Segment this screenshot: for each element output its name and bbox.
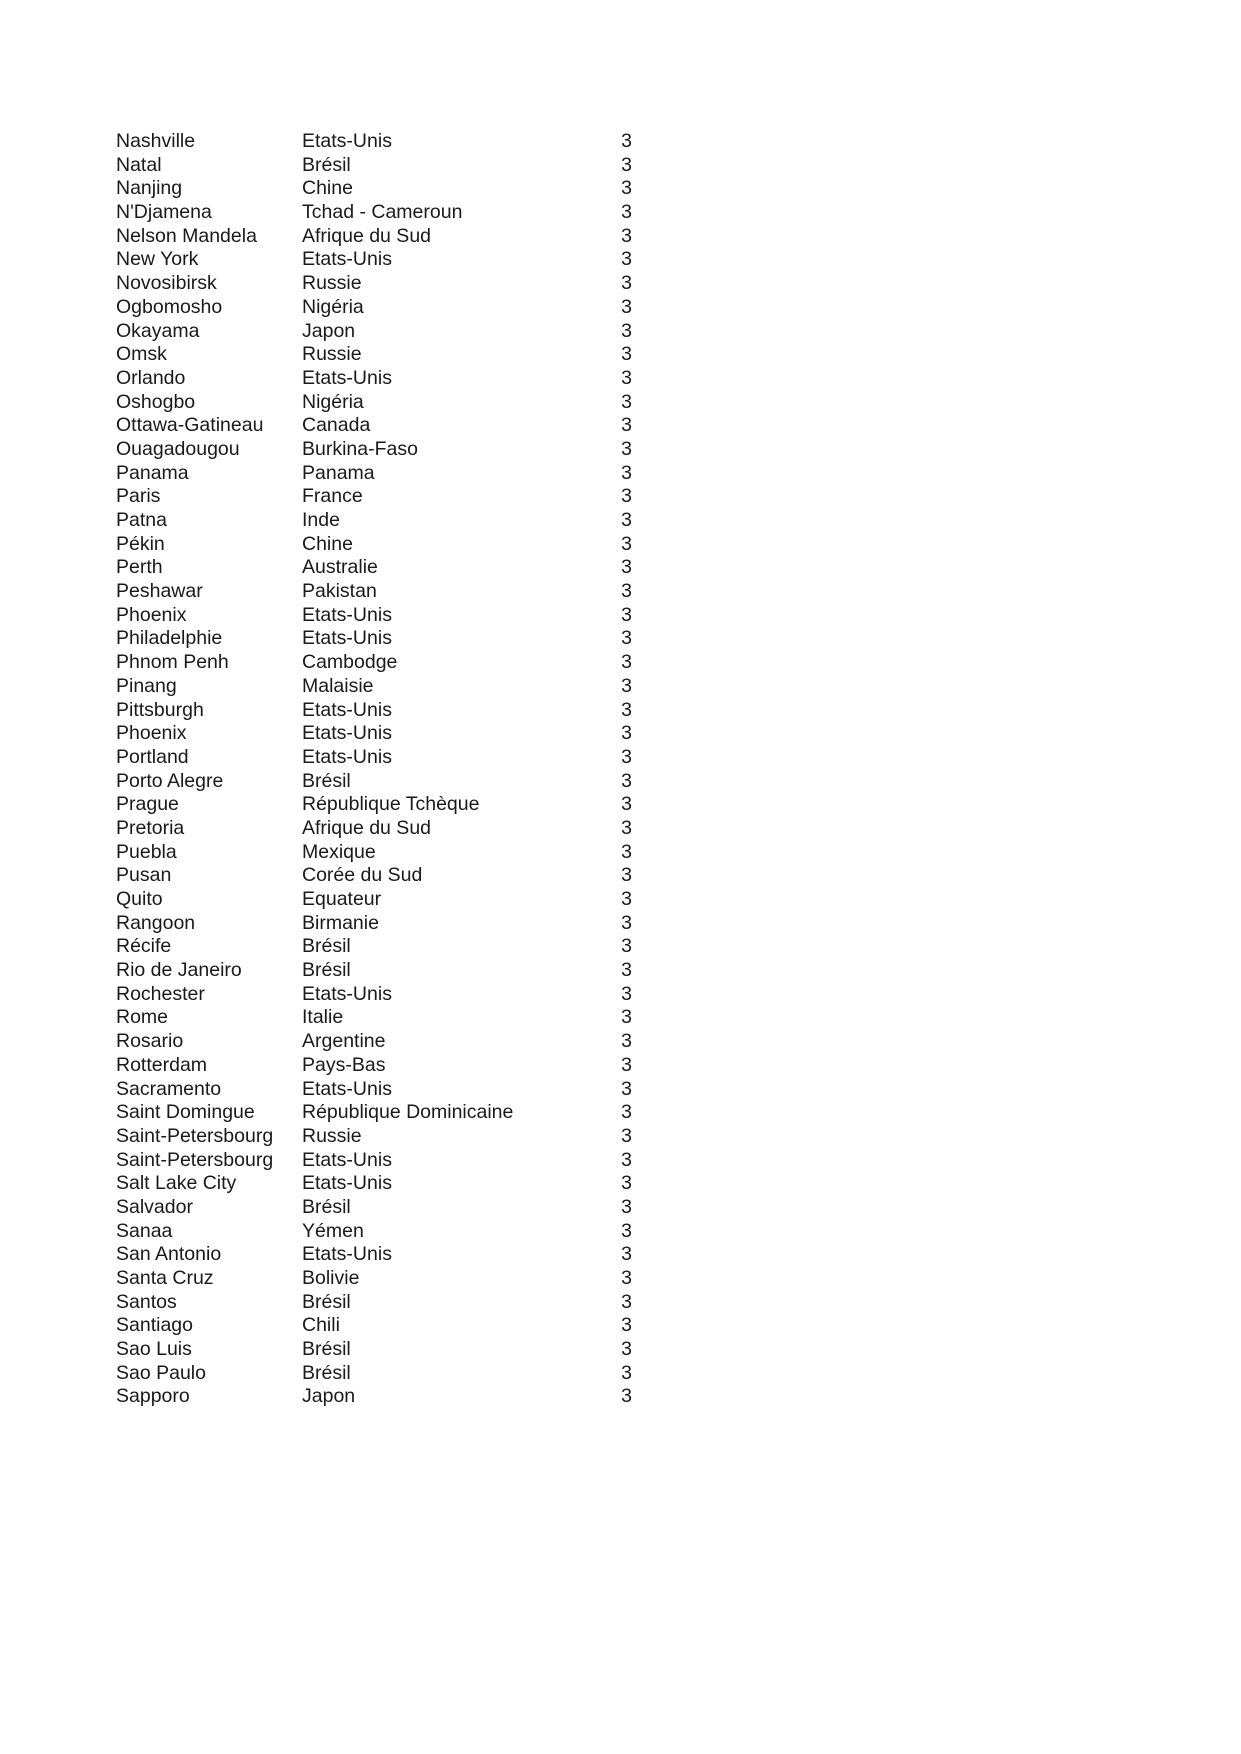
count-cell: 3 [621,982,632,1005]
country-cell: Brésil [302,1338,351,1361]
city-cell: Pékin [116,532,165,555]
country-cell: Russie [302,343,362,366]
count-cell: 3 [621,580,632,603]
city-cell: Orlando [116,366,186,389]
country-cell: Mexique [302,840,376,863]
city-cell: Perth [116,556,163,579]
count-cell: 3 [621,272,632,295]
country-cell: Burkina-Faso [302,437,418,460]
city-cell: Ouagadougou [116,437,240,460]
country-cell: Etats-Unis [302,745,392,768]
country-cell: Etats-Unis [302,698,392,721]
city-cell: Rome [116,1006,169,1029]
count-cell: 3 [621,177,632,200]
count-cell: 3 [621,414,632,437]
count-cell: 3 [621,1006,632,1029]
country-cell: Etats-Unis [302,366,392,389]
count-cell: 3 [621,153,632,176]
country-cell: France [302,485,363,508]
count-cell: 3 [621,343,632,366]
city-cell: Saint-Petersbourg [116,1124,274,1147]
city-cell: Santa Cruz [116,1267,214,1289]
count-cell: 3 [621,1195,632,1218]
city-cell: New York [116,248,199,271]
country-cell: Etats-Unis [302,982,392,1005]
city-cell: Novosibirsk [116,272,217,295]
city-cell: Puebla [116,840,177,863]
city-cell: N'Djamena [116,201,212,224]
city-cell: Récife [116,935,172,958]
country-cell: Etats-Unis [302,1148,392,1171]
city-cell: Rotterdam [116,1053,208,1076]
city-cell: Nanjing [116,177,183,200]
count-cell: 3 [621,603,632,626]
count-cell: 3 [621,627,632,650]
country-cell: Cambodge [302,651,398,674]
count-cell: 3 [621,1290,632,1313]
city-cell: Santos [116,1290,177,1313]
count-cell: 3 [621,1385,632,1408]
count-cell: 3 [621,130,632,152]
country-cell: République Tchèque [302,793,480,816]
count-cell: 3 [621,840,632,863]
country-cell: Chine [302,532,353,555]
city-cell: Phoenix [116,603,187,626]
country-cell: Tchad - Cameroun [302,201,463,224]
country-cell: Brésil [302,959,351,982]
city-cell: Philadelphie [116,627,223,650]
city-cell: Phoenix [116,722,187,745]
country-cell: Malaisie [302,674,374,697]
country-cell: Italie [302,1006,344,1029]
city-cell: Nelson Mandela [116,224,257,247]
country-cell: Yémen [302,1219,364,1242]
count-cell: 3 [621,864,632,887]
count-cell: 3 [621,1101,632,1124]
count-cell: 3 [621,366,632,389]
city-cell: Porto Alegre [116,769,224,792]
city-cell: Panama [116,461,189,484]
country-cell: Brésil [302,1195,351,1218]
count-cell: 3 [621,911,632,934]
country-cell: Chine [302,177,353,200]
country-cell: Panama [302,461,375,484]
country-cell: Inde [302,509,340,531]
count-cell: 3 [621,509,632,531]
city-cell: Nashville [116,130,196,152]
country-cell: Canada [302,414,371,437]
count-cell: 3 [621,224,632,247]
count-cell: 3 [621,674,632,697]
count-cell: 3 [621,1361,632,1384]
city-cell: San Antonio [116,1243,222,1266]
count-cell: 3 [621,248,632,271]
count-cell: 3 [621,722,632,745]
country-cell: Russie [302,272,362,295]
city-cell: Pusan [116,864,172,887]
country-cell: Pays-Bas [302,1053,386,1076]
city-cell: Ottawa-Gatineau [116,414,264,437]
count-cell: 3 [621,295,632,318]
country-cell: Japon [302,1385,356,1408]
count-cell: 3 [621,1243,632,1266]
count-cell: 3 [621,935,632,958]
country-cell: Nigéria [302,295,364,318]
city-cell: Natal [116,153,162,176]
city-cell: Oshogbo [116,390,196,413]
city-cell: Prague [116,793,179,816]
country-cell: République Dominicaine [302,1101,514,1124]
country-cell: Equateur [302,888,382,910]
count-cell: 3 [621,959,632,982]
count-cell: 3 [621,1148,632,1171]
city-cell: Paris [116,485,161,508]
city-cell: Salvador [116,1195,193,1218]
city-cell: Rangoon [116,911,196,934]
count-cell: 3 [621,390,632,413]
city-cell: Okayama [116,319,200,342]
count-cell: 3 [621,769,632,792]
country-cell: Brésil [302,153,351,176]
count-cell: 3 [621,556,632,579]
country-cell: Etats-Unis [302,722,392,745]
city-cell: Sapporo [116,1385,190,1408]
country-cell: Etats-Unis [302,1172,392,1195]
count-cell: 3 [621,1314,632,1337]
count-cell: 3 [621,698,632,721]
country-cell: Afrique du Sud [302,224,432,247]
count-cell: 3 [621,1267,632,1289]
count-cell: 3 [621,485,632,508]
city-cell: Saint-Petersbourg [116,1148,274,1171]
city-cell: Pretoria [116,816,185,839]
city-cell: Peshawar [116,580,203,603]
city-cell: Rochester [116,982,205,1005]
country-cell: Australie [302,556,378,579]
count-cell: 3 [621,816,632,839]
city-cell: Rio de Janeiro [116,959,242,982]
country-cell: Chili [302,1314,340,1337]
country-cell: Pakistan [302,580,377,603]
country-cell: Etats-Unis [302,603,392,626]
count-cell: 3 [621,437,632,460]
count-cell: 3 [621,651,632,674]
city-cell: Sao Luis [116,1338,192,1361]
city-cell: Quito [116,888,163,910]
count-cell: 3 [621,888,632,910]
city-cell: Patna [116,509,167,531]
country-cell: Etats-Unis [302,248,392,271]
country-cell: Russie [302,1124,362,1147]
city-cell: Portland [116,745,189,768]
count-cell: 3 [621,745,632,768]
count-cell: 3 [621,793,632,816]
city-cell: Phnom Penh [116,651,229,674]
country-cell: Japon [302,319,356,342]
country-cell: Brésil [302,1361,351,1384]
country-cell: Bolivie [302,1267,360,1289]
city-cell: Santiago [116,1314,193,1337]
count-cell: 3 [621,1053,632,1076]
city-cell: Saint Domingue [116,1101,255,1124]
city-cell: Ogbomosho [116,295,223,318]
city-cell: Omsk [116,343,167,366]
count-cell: 3 [621,201,632,224]
country-cell: Corée du Sud [302,864,423,887]
country-cell: Etats-Unis [302,1077,392,1100]
country-cell: Argentine [302,1030,386,1053]
country-cell: Birmanie [302,911,379,934]
city-cell: Pinang [116,674,177,697]
city-cell: Sanaa [116,1219,173,1242]
country-cell: Brésil [302,935,351,958]
count-cell: 3 [621,1338,632,1361]
country-cell: Afrique du Sud [302,816,432,839]
city-cell: Pittsburgh [116,698,204,721]
country-cell: Etats-Unis [302,1243,392,1266]
country-cell: Brésil [302,1290,351,1313]
city-cell: Rosario [116,1030,184,1053]
country-cell: Brésil [302,769,351,792]
country-cell: Etats-Unis [302,130,392,152]
count-cell: 3 [621,1172,632,1195]
count-cell: 3 [621,1124,632,1147]
count-cell: 3 [621,461,632,484]
count-cell: 3 [621,1219,632,1242]
city-cell: Salt Lake City [116,1172,237,1195]
count-cell: 3 [621,319,632,342]
count-cell: 3 [621,532,632,555]
country-cell: Nigéria [302,390,364,413]
country-cell: Etats-Unis [302,627,392,650]
count-cell: 3 [621,1077,632,1100]
city-cell: Sao Paulo [116,1361,206,1384]
count-cell: 3 [621,1030,632,1053]
city-cell: Sacramento [116,1077,222,1100]
